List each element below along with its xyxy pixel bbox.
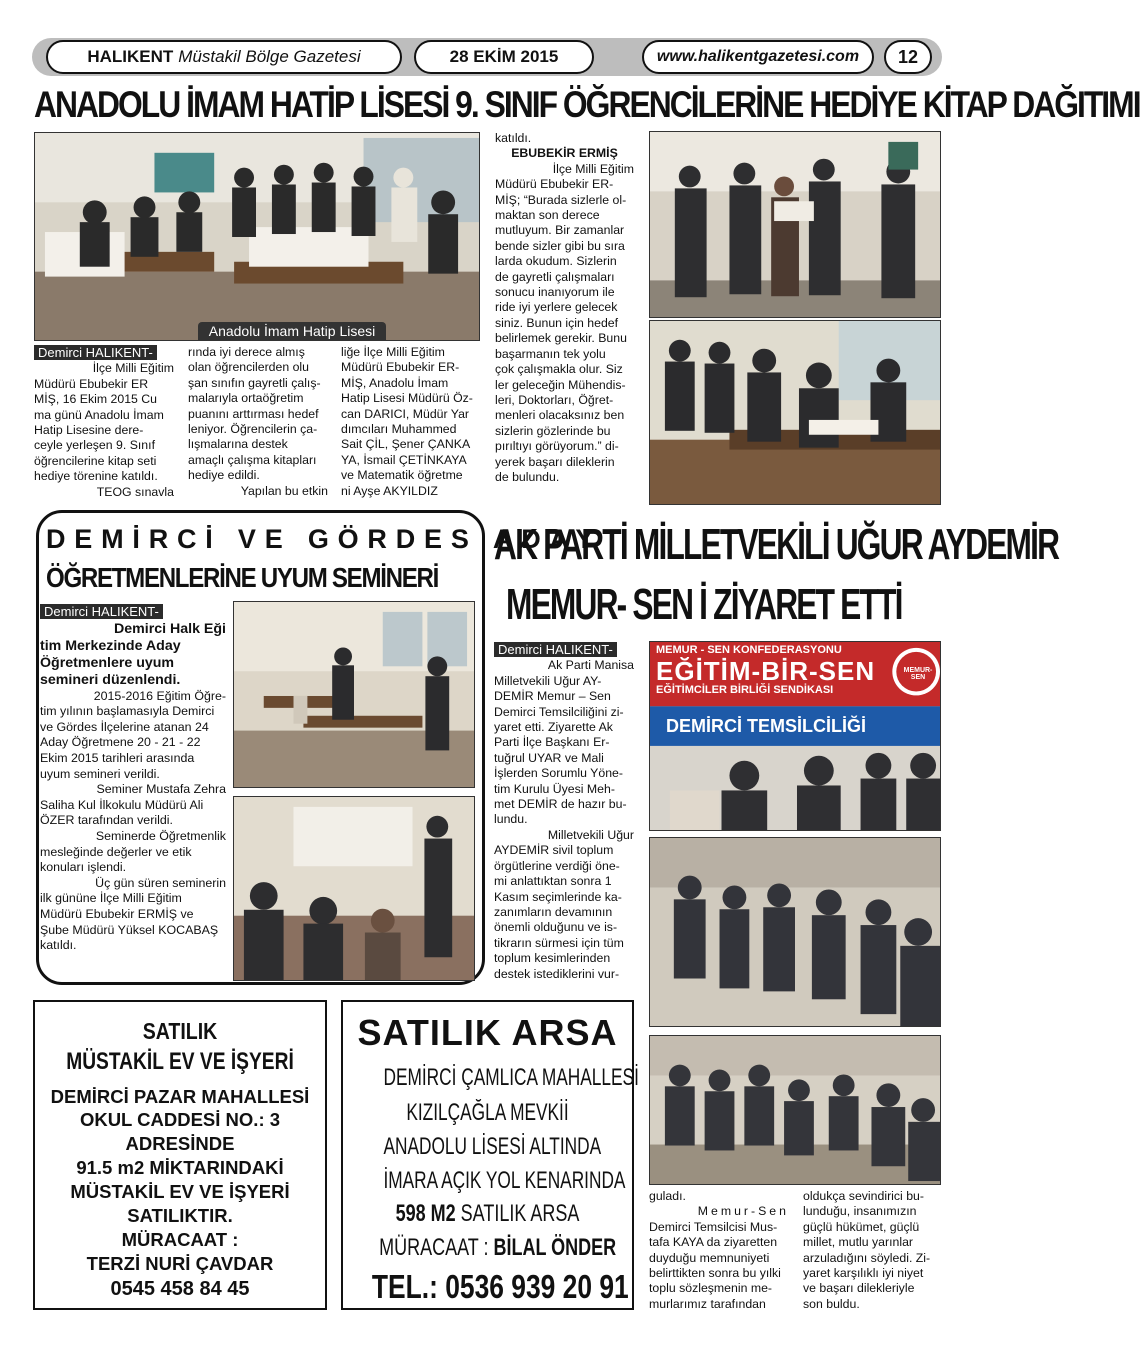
banner-union: EĞİTİM-BİR-SEN [656, 656, 876, 686]
akparti-line: DEMİR Memur – Sen [494, 689, 611, 704]
article1-line: lışmalarına destek [188, 437, 288, 452]
article1-col3 [341, 345, 480, 499]
seminer-line: Üç gün süren seminerin [95, 875, 226, 890]
article1-col2 [188, 345, 328, 499]
ad1-line: TERZİ NURİ ÇAVDAR [86, 1253, 274, 1274]
ad1-line: MÜSTAKİL EV VE İŞYERİ [70, 1181, 290, 1202]
ad1-line: MÜRACAAT : [121, 1229, 239, 1250]
ad2-contact [379, 1234, 617, 1262]
banner-office: DEMİRCİ TEMSİLCİLİĞİ [666, 716, 866, 736]
ad1-line: 91.5 m2 MİKTARINDAKİ [76, 1157, 284, 1178]
akparti-line: lunduğu, insanımızın [803, 1204, 917, 1219]
article1-line: Müdürü Ebubekir ER- [341, 360, 460, 375]
akparti-line: Demirci Temsilciliğini zi- [494, 704, 624, 719]
classroom-photo [34, 132, 480, 341]
article1-line: leri, Doktorları, Öğret- [495, 392, 614, 407]
akparti-line: İşlerden Sorumlu Yöne- [494, 766, 623, 781]
ad1-phone: 0545 458 84 45 [110, 1278, 250, 1300]
ad1-line: SATILIKTIR. [127, 1205, 233, 1226]
akparti-line: arzuladığını söyledi. Zi- [803, 1250, 931, 1265]
seminer-line: Müdürü Ebubekir ERMİŞ ve [40, 906, 194, 921]
seminer-line: konuları işlendi. [40, 860, 127, 875]
akparti-line: Ak Parti Manisa [547, 658, 634, 673]
seminer-line: Ekim 2015 tarihleri arasında [40, 750, 195, 765]
akparti-line: ve başarı dilekleriyle [803, 1281, 915, 1296]
article1-line: Yapılan bu etkin [240, 483, 328, 498]
seminer-line: ilk gününe İlçe Milli Eğitim [40, 891, 182, 906]
photo-caption: Anadolu İmam Hatip Lisesi [198, 322, 386, 341]
akparti-line: Kasım seçimlerinde ka- [494, 889, 622, 904]
article1-subhead: EBUBEKİR ERMİŞ [511, 146, 618, 161]
akparti-line: Milletvekili Uğur AY- [494, 673, 602, 688]
akparti-line: son buldu. [803, 1296, 860, 1311]
banner-subtitle: EĞİTİMCİLER BİRLİĞİ SENDİKASI [656, 684, 834, 696]
ad2-line: İMARA AÇIK YOL KENARINDA [383, 1167, 626, 1194]
ad2-area [379, 1200, 596, 1228]
ad2-contact-name: BİLAL ÖNDER [493, 1234, 617, 1261]
ad1-line: MÜSTAKİL EV VE İŞYERİ [66, 1048, 294, 1075]
ad1-line: SATILIK [142, 1018, 218, 1044]
seminer-line: 2015-2016 Eğitim Öğre- [93, 688, 226, 703]
akparti-line: tikrarın sürmesi için tüm [494, 935, 624, 950]
article1-line: katıldı. [495, 131, 532, 145]
akparti-line: tuğrul UYAR ve Mali [494, 750, 604, 765]
article1-line: TEOG sınavla [96, 484, 174, 499]
akparti-line: yaret karşılıklı iyi niyet [803, 1266, 924, 1281]
article1-line: Sait ÇİL, Şener ÇANKA [341, 437, 471, 452]
ad2-contact-label: MÜRACAAT : [379, 1234, 489, 1261]
article1-line: amaçlı çalışma kitapları [188, 452, 317, 467]
ad2-area-bold: 598 M2 [395, 1200, 456, 1227]
issue-date: 28 EKİM 2015 [414, 40, 594, 74]
article1-line: Hatip Lisesine dere- [34, 423, 144, 438]
article1-line: Hatip Lisesi Müdürü Öz- [341, 391, 473, 406]
article1-line: rında iyi derece almış [188, 345, 305, 359]
article1-line: maktan son derece [495, 208, 600, 223]
article1-col1 [34, 345, 174, 500]
article1-line: larda okudum. Sizlerin [495, 254, 617, 269]
memursen-meeting-photo [649, 641, 941, 831]
seminer-line: mesleğinde değerler ve etik [40, 844, 192, 859]
seminer-title-line1: DEMİRCİ VE GÖRDES ADAY [46, 524, 603, 554]
akparti-line: Parti İlçe Başkanı Er- [494, 735, 610, 750]
ad1-line: DEMİRCİ PAZAR MAHALLESİ [50, 1086, 310, 1107]
akparti-dateline: Demirci HALIKENT- [494, 642, 617, 657]
article1-line: ler geleceğin Mühendis- [495, 377, 626, 392]
memursen-seated-photo [649, 1035, 941, 1185]
akparti-line: mi anlattıktan sonra 1 [494, 874, 612, 889]
article1-line: başarmanın tek yolu [495, 346, 606, 361]
paper-name: HALIKENT [87, 47, 174, 66]
akparti-line: met DEMİR de hazır bu- [494, 797, 627, 812]
article1-line: İlçe Milli Eğitim [92, 361, 174, 376]
banner-confederation: MEMUR - SEN KONFEDERASYONU [656, 644, 842, 656]
article1-line: hediye törenine katıldı. [34, 469, 158, 484]
seminer-line: Saliha Kul İlkokulu Müdürü Ali [40, 797, 204, 812]
akparti-line: destek istediklerini vur- [494, 966, 620, 981]
akparti-line: belirttikten sonra bu yılki [649, 1266, 781, 1281]
memursen-badge: MEMUR-SEN [903, 667, 933, 681]
article1-line: sonucu inanıyorum ile [495, 285, 615, 300]
akparti-col3 [803, 1189, 941, 1312]
seminer-line: Seminerde Öğretmenlik [95, 828, 226, 843]
article1-line: can DARICI, Müdür Yar [341, 406, 470, 421]
akparti-title-line2: MEMUR- SEN İ ZİYARET ETTİ [506, 580, 902, 629]
akparti-line: toplum kesimlerinden [494, 951, 611, 966]
students-photo [649, 320, 941, 505]
ad2-title: SATILIK ARSA [357, 1012, 618, 1053]
article1-line: ceyle yerleşen 9. Sınıf [34, 438, 155, 453]
article1-line: MİŞ; “Burada sizlerle ol- [495, 192, 627, 207]
seminer-line: katıldı. [40, 938, 77, 953]
article1-line: MİŞ, Anadolu İmam [341, 375, 449, 390]
seminer-line: Aday Öğretmene 20 - 21 - 22 [40, 735, 201, 750]
article1-line: menleri olacaksınız ben [495, 408, 625, 423]
ad-house-for-sale [33, 1000, 327, 1310]
article1-line: olan öğrencilerden olu [188, 360, 310, 375]
article1-headline: ANADOLU İMAM HATİP LİSESİ 9. SINIF ÖĞRENCİLERİNE HEDİYE KİTAP DAĞITIMI [34, 84, 1140, 125]
article1-line: puanını arttırması hedef [188, 406, 319, 421]
seminer-lead-line: Demirci Halk Eği [114, 620, 226, 637]
seminer-text-col [40, 604, 226, 954]
article1-line: İlçe Milli Eğitim [552, 161, 634, 176]
article1-line: ve Matematik öğretme [341, 468, 463, 483]
article1-line: malarıyla ortaöğretim [188, 391, 304, 406]
akparti-line: millet, mutlu yarınlar [803, 1235, 914, 1250]
ad1-line: ADRESİNDE [125, 1133, 235, 1154]
seminer-lead-line: Öğretmenlere uyum [40, 654, 175, 671]
article1-line: sizlerin gözlerinde bu [495, 423, 611, 438]
article1-line: ma günü Anadolu İmam [34, 407, 164, 422]
seminer-photo-2 [233, 796, 475, 981]
website-link[interactable]: www.halikentgazetesi.com [642, 40, 874, 74]
seminer-lead-line: semineri düzenlendi. [40, 671, 181, 688]
article1-line: siniz. Bunun için hedef [495, 315, 619, 330]
article1-line: yerek başarı dileklerin [495, 454, 615, 469]
akparti-col2 [649, 1189, 789, 1312]
akparti-line: Milletvekili Uğur [547, 827, 634, 842]
akparti-title-line1: AK PARTİ MİLLETVEKİLİ UĞUR AYDEMİR [494, 520, 1059, 569]
akparti-line: murlarımız tarafından [649, 1296, 766, 1311]
akparti-line: guladı. [649, 1189, 686, 1203]
article1-line: Müdürü Ebubekir ER- [495, 177, 614, 192]
ad1-line: OKUL CADDESİ NO.: 3 [79, 1109, 281, 1130]
akparti-line: Demirci Temsilcisi Mus- [649, 1219, 778, 1234]
akparti-line: toplu sözleşmenin me- [649, 1281, 773, 1296]
ad2-phone: TEL.: 0536 939 20 91 [371, 1268, 629, 1305]
article1-line: liğe İlçe Milli Eğitim [341, 345, 445, 359]
seminer-title-line2: ÖĞRETMENLERİNE UYUM SEMİNERİ [46, 562, 438, 593]
ceremony-photo [649, 131, 941, 318]
article1-line: belirlemek gerekir. Bunu [495, 331, 627, 346]
akparti-line: duyduğu memnuniyeti [649, 1250, 770, 1265]
akparti-col1 [494, 642, 634, 982]
seminer-line: tim yılının başlamasıyla Demirci [40, 704, 215, 719]
akparti-line: yaret etti. Ziyarette Ak [494, 720, 613, 735]
seminer-dateline: Demirci HALIKENT- [40, 604, 163, 619]
article1-line: hediye edildi. [188, 468, 260, 483]
ad-land-for-sale [341, 1000, 639, 1310]
article1-line: MİŞ, 16 Ekim 2015 Cu [34, 392, 158, 407]
seminer-line: Seminer Mustafa Zehra [96, 782, 226, 797]
ad2-line: KIZILÇAĞLA MEVKİİ [406, 1099, 569, 1126]
seminer-lead-line: tim Merkezinde Aday [40, 637, 181, 654]
article1-line: Müdürü Ebubekir ER [34, 376, 149, 391]
seminer-photo-1 [233, 601, 475, 788]
akparti-line: Memur-Sen [697, 1204, 789, 1219]
akparti-line: güçlü hükümet, güçlü [803, 1219, 920, 1234]
article1-line: ride iyi yerlere gelecek [495, 300, 618, 315]
article1-line: mutluyum. Bir zamanlar [495, 223, 625, 238]
article1-col4 [495, 131, 634, 485]
ad2-area-rest: SATILIK ARSA [460, 1200, 580, 1227]
article1-line: şan sınıfın gayretli çalış- [188, 375, 321, 390]
seminer-line: Şube Müdürü Yüksel KOCABAŞ [40, 922, 219, 937]
article1-line: öğrencilerine kitap seti [34, 453, 157, 468]
akparti-line: tim Kurulu Üyesi Meh- [494, 781, 615, 796]
article1-line: ni Ayşe AKYILDIZ [341, 483, 438, 498]
article1-line: de bulundu. [495, 469, 560, 484]
akparti-line: lundu. [494, 812, 528, 827]
seminer-line: ÖZER tarafından verildi. [40, 813, 173, 828]
article1-line: pırıltıyı görüyorum.” di- [495, 439, 619, 454]
seminer-line: ve Gördes İlçelerine atanan 24 [40, 719, 209, 734]
seminer-line: uyum semineri verildi. [40, 766, 160, 781]
article1-line: çok çalışmakla olur. Siz [495, 362, 623, 377]
ad2-line: DEMİRCİ ÇAMLICA MAHALLESİ [383, 1064, 639, 1091]
article1-line: bende sizler gibi bu sıra [495, 238, 625, 253]
paper-title [46, 40, 402, 74]
article1-line: YA, İsmail ÇETİNKAYA [341, 452, 467, 467]
ad2-line: ANADOLU LİSESİ ALTINDA [383, 1133, 602, 1160]
article1-line: dımcıları Muhammed [341, 422, 457, 437]
akparti-line: oldukça sevindirici bu- [803, 1189, 924, 1203]
akparti-line: tafa KAYA da ziyaretten [649, 1235, 778, 1250]
paper-subtitle: Müstakil Bölge Gazetesi [178, 47, 361, 66]
akparti-line: önemli olduğunu ve is- [494, 920, 618, 935]
memursen-group-photo [649, 837, 941, 1027]
akparti-line: örgütlerine verdiği öne- [494, 858, 620, 873]
article1-line: de gayretli çalışmaları [495, 269, 615, 284]
akparti-line: AYDEMİR sivil toplum [494, 843, 614, 858]
akparti-line: zanımların devamının [494, 904, 613, 919]
article1-line: leniyor. Öğrencilerin ça- [188, 422, 318, 437]
page-number: 12 [884, 40, 932, 74]
article1-dateline: Demirci HALIKENT- [34, 345, 157, 360]
